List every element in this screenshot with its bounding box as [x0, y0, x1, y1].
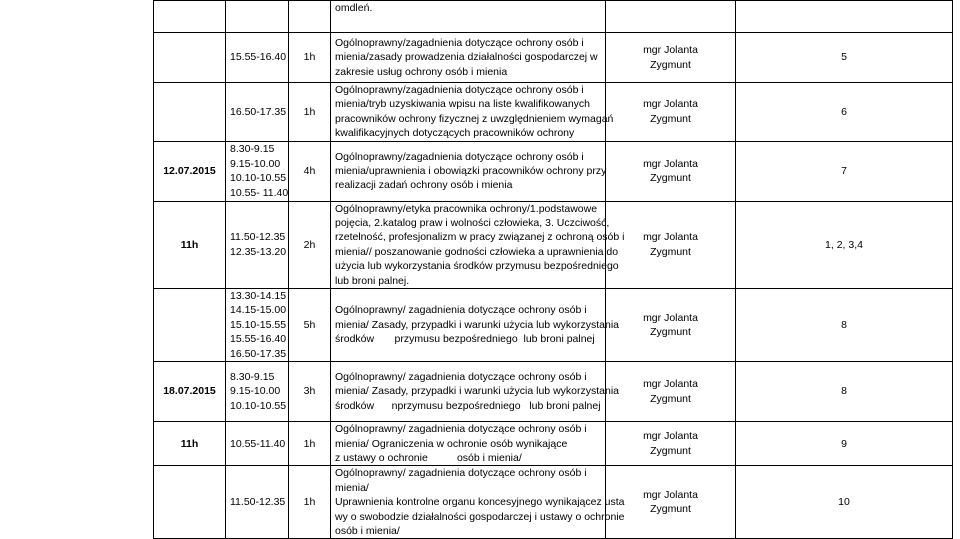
- topic-number-cell: [736, 141, 953, 201]
- schedule-row: [154, 33, 953, 83]
- topic-number: 8: [841, 318, 847, 331]
- lecturer-name: mgr Jolanta: [643, 378, 698, 391]
- hours-cell: [289, 201, 331, 288]
- time-slot: 8.30-9.15: [230, 143, 275, 156]
- lecturer-cell: [606, 422, 736, 466]
- hours-cell: [289, 362, 331, 422]
- time-slot: 10.55- 11.40: [230, 186, 289, 199]
- hours-cell: [289, 33, 331, 83]
- time-slot: 10.10-10.55: [230, 172, 287, 185]
- time-slot: 10.10-10.55: [230, 399, 287, 412]
- topic-cell: [331, 33, 606, 83]
- hours-cell: [289, 289, 331, 362]
- time-cell: [226, 362, 289, 422]
- hours-cell: [289, 1, 331, 33]
- schedule-row: [154, 289, 953, 362]
- schedule-row: [154, 1, 953, 33]
- time-cell: [226, 201, 289, 288]
- topic-number-cell: [736, 362, 953, 422]
- time-slot: 12.35-13.20: [230, 245, 287, 258]
- lecturer-name: mgr Jolanta: [643, 311, 698, 324]
- hours-text: 5h: [303, 318, 316, 331]
- time-slot: 9.15-10.00: [230, 157, 281, 170]
- topic-cell: [331, 141, 606, 201]
- date-cell: [154, 83, 226, 142]
- topic-number: 1, 2, 3,4: [825, 238, 863, 251]
- topic-line: Uprawnienia kontrolne organu koncesyjnego wynikającez usta: [335, 496, 625, 509]
- date-text: 11h: [180, 238, 199, 251]
- lecturer-cell: [606, 289, 736, 362]
- time-slot: 15.10-15.55: [230, 318, 287, 331]
- lecturer-name: Zygmunt: [650, 326, 691, 339]
- lecturer-name: mgr Jolanta: [643, 231, 698, 244]
- topic-line: pojęcia, 2.katalog praw i wolności człowieka, 3. Uczciwość,: [335, 217, 610, 230]
- time-cell: [226, 289, 289, 362]
- topic-cell: [331, 466, 625, 539]
- lecturer-name: Zygmunt: [650, 392, 691, 405]
- schedule-row: [154, 83, 953, 142]
- date-cell: [154, 362, 226, 422]
- date-cell: [154, 141, 226, 201]
- time-slot: 14.15-15.00: [230, 304, 287, 317]
- topic-line: mienia/uprawnienia i obowiązki pracowników ochrony przy: [335, 164, 607, 177]
- topic-line: środków nprzymusu bezpośredniego lub broni palnej: [335, 399, 601, 412]
- topic-line: mienia/ Ograniczenia w ochronie osób wynikające: [335, 437, 568, 450]
- topic-line: z ustawy o ochronie osób i mienia/: [335, 451, 522, 464]
- topic-number: 6: [841, 105, 847, 118]
- training-schedule-table: [153, 0, 953, 539]
- schedule-row: [154, 141, 953, 201]
- hours-text: 3h: [303, 385, 316, 398]
- topic-line: mienia/ Zasady, przypadki i warunki użycia lub wykorzystania: [335, 385, 620, 398]
- topic-number: 8: [841, 385, 847, 398]
- topic-line: mienia/zasady prowadzenia działalności gospodarczej w: [335, 51, 598, 64]
- time-cell: [226, 422, 289, 466]
- topic-line: rzetelność, profesjonalizm w pracy związanej z ochroną osób i: [335, 231, 625, 244]
- topic-number: 10: [838, 496, 850, 509]
- topic-line: środków przymusu bezpośredniego lub broni palnej: [335, 333, 595, 346]
- hours-cell: [289, 141, 331, 201]
- topic-line: pracowników ochrony fizycznej z uwzględnieniem wymagań: [335, 112, 614, 125]
- lecturer-name: mgr Jolanta: [643, 44, 698, 57]
- date-text: 18.07.2015: [163, 385, 216, 398]
- time-cell: [226, 33, 289, 83]
- hours-text: 1h: [303, 437, 316, 450]
- topic-number-cell: [736, 1, 953, 33]
- date-cell: [154, 33, 226, 83]
- date-cell: [154, 422, 226, 466]
- date-cell: [154, 1, 226, 33]
- schedule-row: [154, 362, 953, 422]
- lecturer-name: Zygmunt: [650, 245, 691, 258]
- time-slot: 15.55-16.40: [230, 51, 287, 64]
- topic-number: 5: [841, 51, 847, 64]
- topic-line: lub broni palnej.: [335, 274, 410, 287]
- date-cell: [154, 289, 226, 362]
- lecturer-name: mgr Jolanta: [643, 488, 698, 501]
- time-slot: 9.15-10.00: [230, 385, 281, 398]
- topic-line: Ogólnoprawny/zagadnienia dotyczące ochrony osób i: [335, 150, 584, 163]
- topic-line: mienia/ Zasady, przypadki i warunki użycia lub wykorzystania: [335, 318, 620, 331]
- lecturer-cell: [606, 201, 736, 288]
- hours-text: 1h: [303, 51, 316, 64]
- time-slot: 16.50-17.35: [230, 105, 287, 118]
- time-slot: 10.55-11.40: [230, 437, 286, 450]
- topic-line: Ogólnoprawny/zagadnienia dotyczące ochrony osób i: [335, 36, 584, 49]
- time-cell: [226, 141, 289, 201]
- hours-text: 1h: [303, 105, 316, 118]
- topic-line: Ogólnoprawny/zagadnienia dotyczące ochrony osób i: [335, 84, 584, 96]
- lecturer-cell: [606, 362, 736, 422]
- topic-line: mienia// poszanowanie godności człowieka a uprawnienia do: [335, 245, 619, 258]
- topic-number-cell: [736, 83, 953, 142]
- topic-cell: [331, 1, 606, 33]
- date-text: 12.07.2015: [163, 164, 216, 177]
- time-slot: 16.50-17.35: [230, 347, 287, 360]
- topic-cell: [331, 83, 614, 142]
- schedule-row: [154, 466, 953, 539]
- topic-line: kwalifikacyjnych dotyczących pracowników ochrony: [335, 127, 575, 140]
- lecturer-name: mgr Jolanta: [643, 430, 698, 443]
- time-slot: 8.30-9.15: [230, 370, 275, 383]
- topic-line: realizacji zadań ochrony osób i mienia: [335, 179, 513, 192]
- topic-number-cell: [736, 289, 953, 362]
- lecturer-cell: [606, 33, 736, 83]
- hours-text: 1h: [303, 496, 316, 509]
- topic-cell: [331, 201, 625, 288]
- topic-number: 7: [841, 164, 847, 177]
- lecturer-name: mgr Jolanta: [643, 98, 698, 111]
- topic-line: mienia/: [335, 481, 369, 494]
- topic-cell: [331, 362, 620, 422]
- topic-line: Ogólnoprawny/etyka pracownika ochrony/1.podstawowe: [335, 202, 598, 215]
- hours-cell: [289, 422, 331, 466]
- lecturer-name: mgr Jolanta: [643, 157, 698, 170]
- time-cell: [226, 466, 289, 539]
- lecturer-name: Zygmunt: [650, 112, 691, 125]
- topic-line: osób i mienia/: [335, 524, 400, 537]
- lecturer-cell: [606, 141, 736, 201]
- lecturer-name: Zygmunt: [650, 503, 691, 516]
- topic-line: Ogólnoprawny/ zagadnienia dotyczące ochrony osób i: [335, 304, 587, 317]
- topic-line: Ogólnoprawny/ zagadnienia dotyczące ochrony osób i: [335, 423, 587, 436]
- topic-line: zakresie usług ochrony osób i mienia: [335, 65, 508, 78]
- lecturer-name: Zygmunt: [650, 444, 691, 457]
- topic-line: Ogólnoprawny/ zagadnienia dotyczące ochrony osób i: [335, 467, 587, 480]
- schedule-row: [154, 201, 953, 288]
- date-cell: [154, 201, 226, 288]
- time-slot: 13.30-14.15: [230, 290, 287, 303]
- topic-line: wy o swobodzie działalności gospodarczej i ustawy o ochronie: [335, 510, 625, 523]
- hours-text: 2h: [303, 238, 316, 251]
- topic-cell: [331, 289, 620, 362]
- topic-line: użycia lub wykorzystania środków przymusu bezpośredniego: [335, 260, 619, 273]
- topic-line: omdleń.: [335, 2, 373, 14]
- lecturer-cell: [606, 1, 736, 33]
- date-text: 11h: [180, 437, 199, 450]
- time-slot: 11.50-12.35: [230, 231, 286, 244]
- topic-number: 9: [841, 437, 847, 450]
- topic-number-cell: [736, 33, 953, 83]
- topic-line: Ogólnoprawny/ zagadnienia dotyczące ochrony osób i: [335, 370, 587, 383]
- lecturer-cell: [606, 83, 736, 142]
- date-cell: [154, 466, 226, 539]
- topic-number-cell: [736, 201, 953, 288]
- topic-line: mienia/tryb uzyskiwania wpisu na liste kwalifikowanych: [335, 98, 591, 111]
- topic-cell: [331, 422, 606, 466]
- schedule-row: [154, 422, 953, 466]
- time-cell: [226, 83, 289, 142]
- lecturer-name: Zygmunt: [650, 58, 691, 71]
- hours-cell: [289, 83, 331, 142]
- topic-number-cell: [736, 422, 953, 466]
- lecturer-cell: [606, 466, 736, 539]
- topic-number-cell: [736, 466, 953, 539]
- time-slot: 15.55-16.40: [230, 333, 287, 346]
- time-cell: [226, 1, 289, 33]
- hours-cell: [289, 466, 331, 539]
- lecturer-name: Zygmunt: [650, 172, 691, 185]
- time-slot: 11.50-12.35: [230, 496, 286, 509]
- hours-text: 4h: [303, 164, 316, 177]
